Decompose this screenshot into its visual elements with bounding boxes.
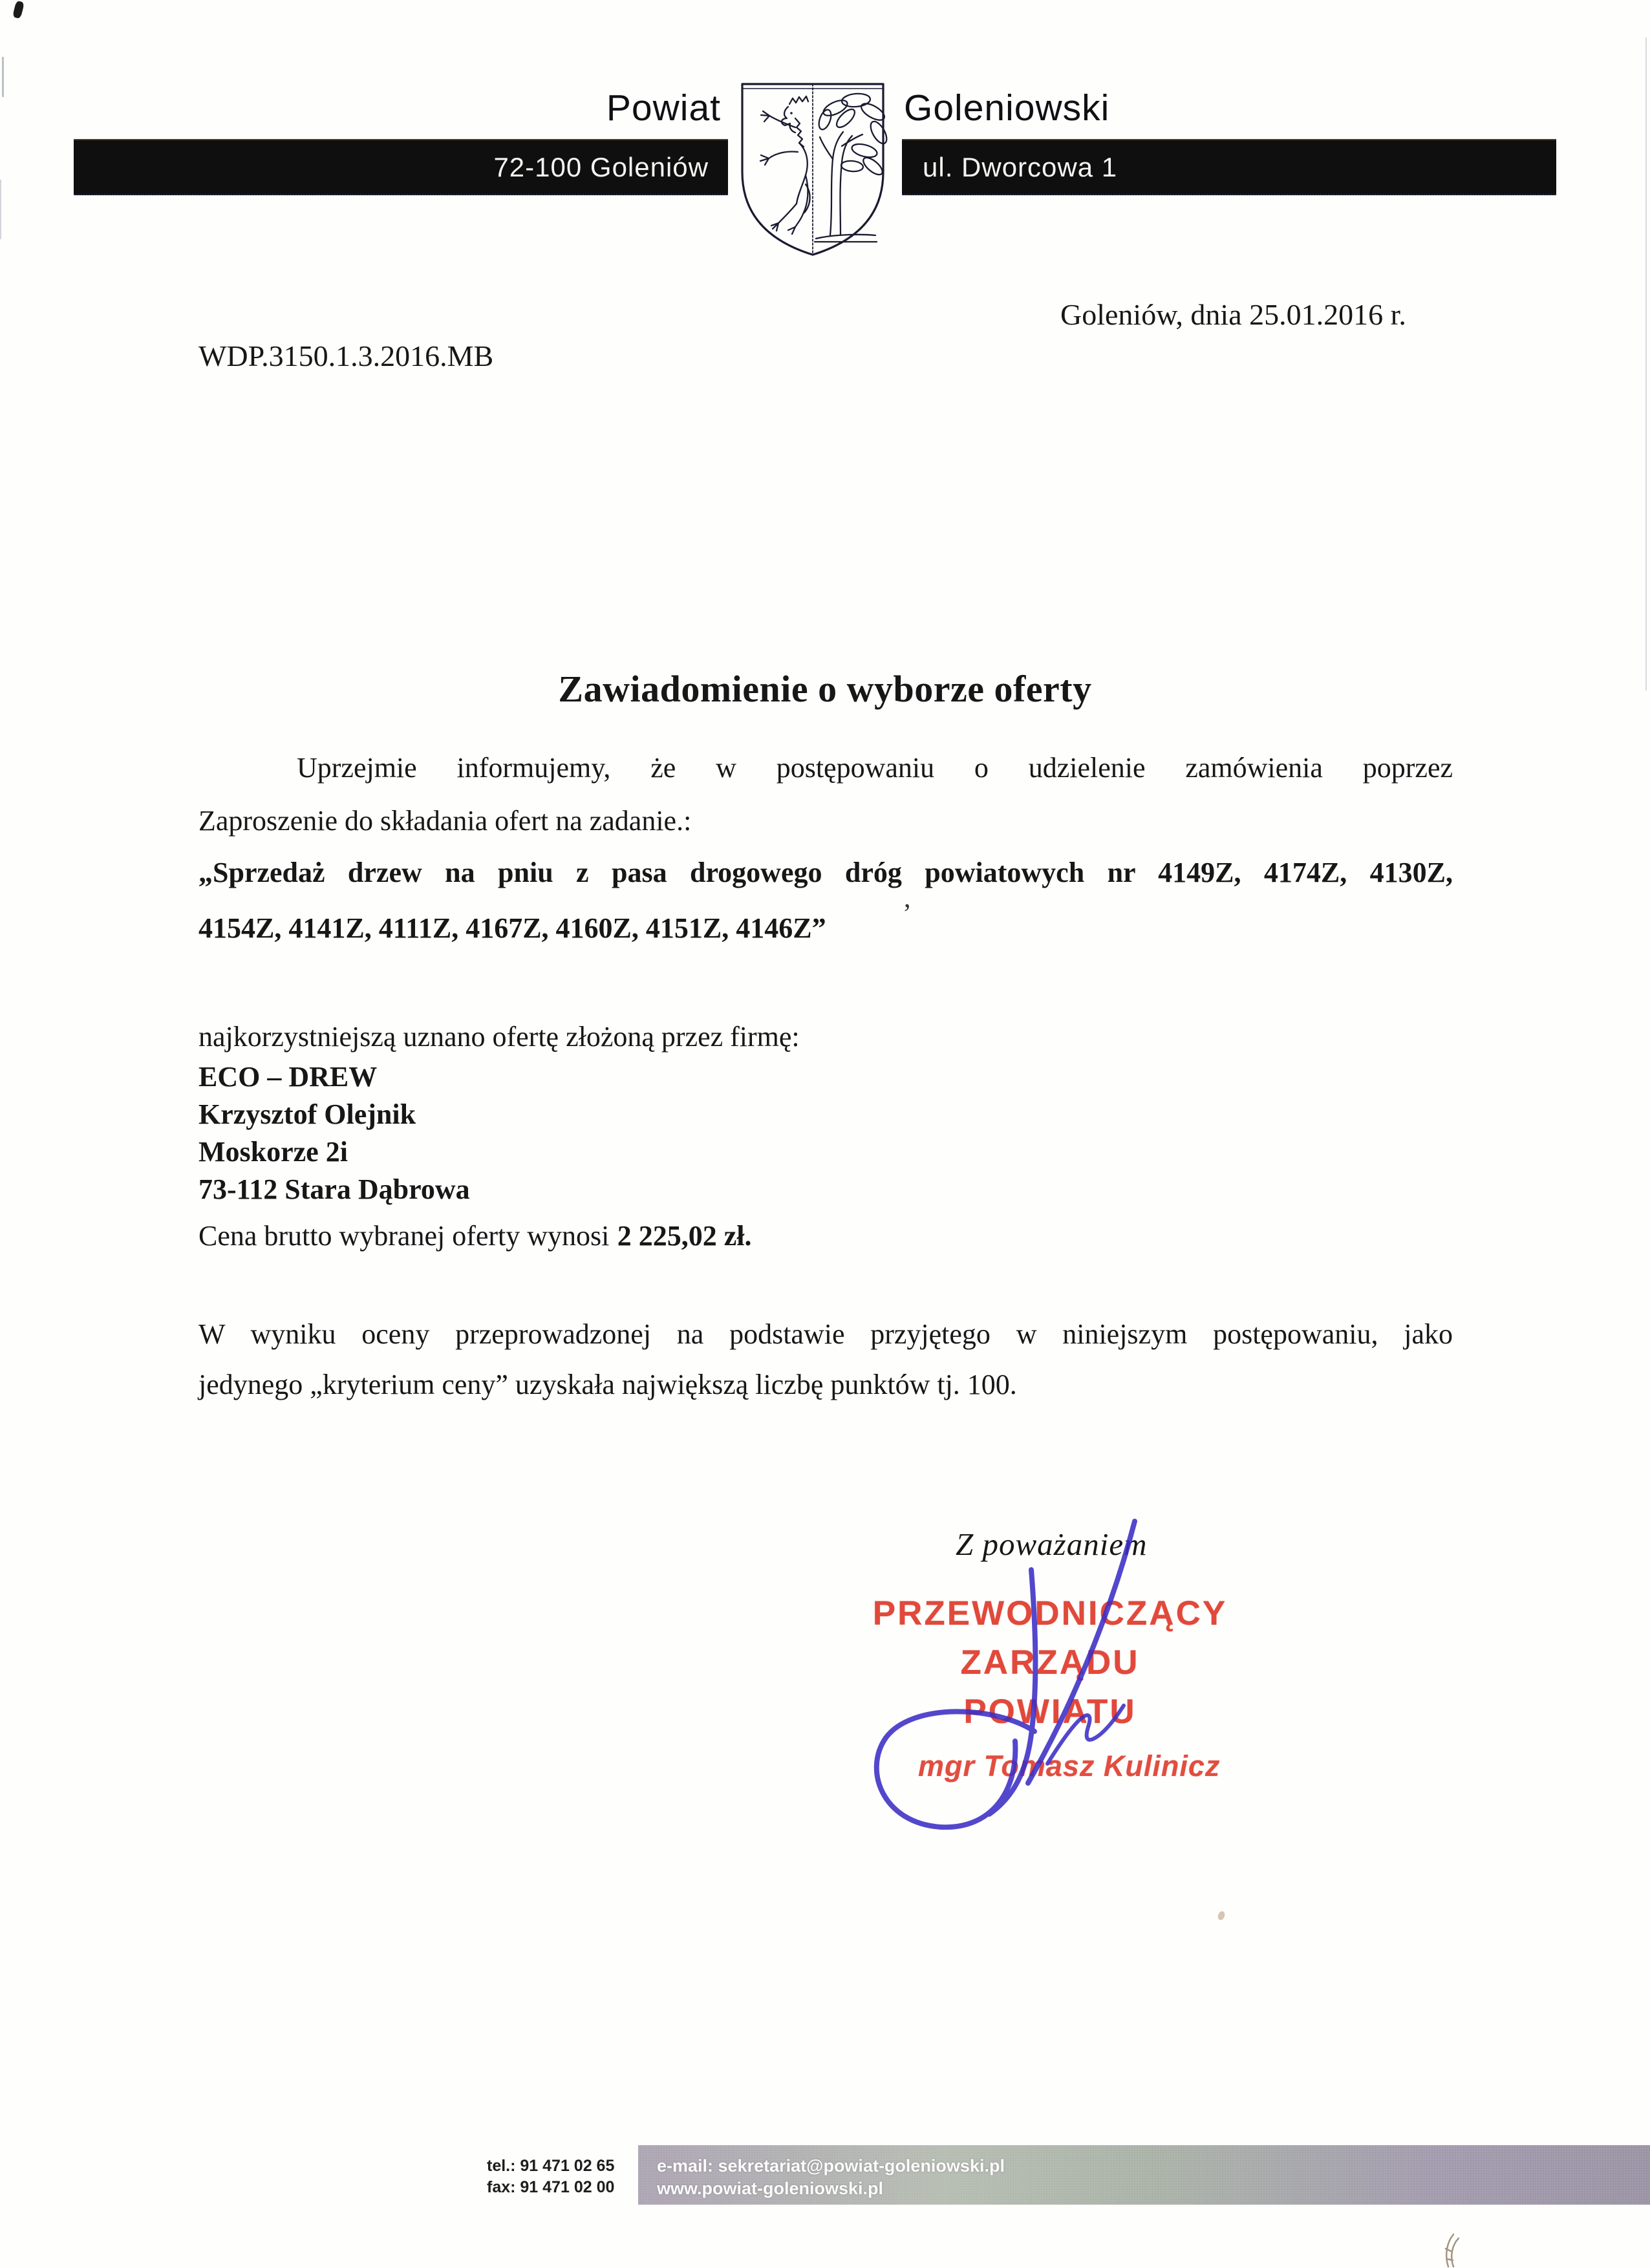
intro-paragraph-line-2: Zaproszenie do składania ofert na zadanie.: (198, 805, 692, 837)
company-city: 73-112 Stara Dąbrowa (198, 1173, 470, 1205)
price-label: Cena brutto wybranej oferty wynosi (198, 1220, 610, 1252)
price-line (198, 1218, 751, 1254)
selection-intro: najkorzystniejszą uznano ofertę złożoną przez firmę: (198, 1021, 800, 1053)
closing-salutation: Z poważaniem (956, 1526, 1148, 1562)
street-address: ul. Dworcowa 1 (923, 151, 1118, 182)
scan-artifact-left-edge-line-2 (0, 180, 1, 239)
stamp-title-line-2: ZARZĄDU POWIATU (960, 1643, 1140, 1731)
letter-title: Zawiadomienie o wyborze oferty (558, 668, 1092, 710)
intro-paragraph-line-1: Uprzejmie informujemy, że w postępowaniu o udzielenie zamówienia poprzez (297, 752, 1453, 784)
pen-signature-icon (834, 1505, 1170, 1854)
evaluation-line-1: W wyniku oceny przeprowadzonej na podstawie przyjętego w niniejszym postępowaniu, jako (198, 1318, 1453, 1350)
scan-artifact-right-edge-line (1645, 37, 1647, 690)
task-description-line-1: „Sprzedaż drzew na pniu z pasa drogowego dróg powiatowych nr 4149Z, 4174Z, 4130Z, (198, 857, 1453, 888)
postal-code-bar (74, 139, 728, 195)
company-name: ECO – DREW (198, 1061, 378, 1093)
stamp-title-line-1: PRZEWODNICZĄCY (872, 1594, 1228, 1632)
scan-artifact-speck (1217, 1910, 1226, 1921)
postal-code: 72-100 Goleniów (493, 151, 709, 182)
phone-number: tel.: 91 471 02 65 (487, 2157, 615, 2175)
phone-fax-block (487, 2156, 614, 2198)
task-description-line-2: 4154Z, 4141Z, 4111Z, 4167Z, 4160Z, 4151Z, 4146Z” (198, 912, 826, 944)
org-name-powiat: Powiat (606, 87, 721, 129)
website-url: www.powiat-goleniowski.pl (657, 2179, 884, 2198)
scan-artifact-comma: , (904, 884, 911, 914)
place-and-date: Goleniów, dnia 25.01.2016 r. (1060, 298, 1406, 331)
scan-artifact-squiggle (1441, 2229, 1473, 2268)
footer-contact-bar (638, 2145, 1650, 2205)
signer-name: mgr Tomasz Kulinicz (918, 1749, 1221, 1782)
coat-of-arms-icon (738, 80, 888, 261)
fax-number: fax: 91 471 02 00 (487, 2178, 615, 2196)
price-value: 2 225,02 zł. (617, 1220, 752, 1252)
org-name-goleniowski: Goleniowski (904, 87, 1110, 129)
street-address-bar (902, 139, 1556, 195)
company-street: Moskorze 2i (198, 1136, 348, 1168)
scan-artifact-corner-mark (12, 1, 25, 19)
email-address: e-mail: sekretariat@powiat-goleniowski.pl (657, 2156, 1005, 2176)
evaluation-line-2: jedynego „kryterium ceny” uzyskała największą liczbę punktów tj. 100. (198, 1369, 1017, 1400)
company-contact-person: Krzysztof Olejnik (198, 1098, 416, 1130)
reference-number: WDP.3150.1.3.2016.MB (198, 339, 494, 372)
scan-artifact-left-edge-line (2, 57, 4, 97)
griffin-rampant (760, 96, 810, 234)
oak-tree (815, 92, 888, 242)
